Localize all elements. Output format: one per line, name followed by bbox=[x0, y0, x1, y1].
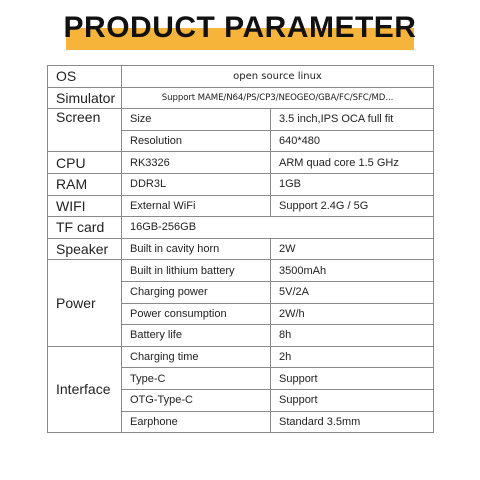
value-cpu: ARM quad core 1.5 GHz bbox=[271, 152, 434, 174]
category-ram: RAM bbox=[48, 173, 122, 195]
value-os: open source linux bbox=[122, 66, 434, 88]
value-charging-time: 2h bbox=[271, 346, 434, 368]
value-battery: 3500mAh bbox=[271, 260, 434, 282]
label-charging-time: Charging time bbox=[122, 346, 271, 368]
category-interface: Interface bbox=[48, 346, 122, 432]
value-charging-power: 5V/2A bbox=[271, 281, 434, 303]
value-type-c: Support bbox=[271, 368, 434, 390]
value-speaker: 2W bbox=[271, 238, 434, 260]
label-earphone: Earphone bbox=[122, 411, 271, 433]
category-screen: Screen bbox=[48, 109, 122, 152]
spec-table bbox=[47, 65, 434, 433]
category-tf-card: TF card bbox=[48, 217, 122, 239]
value-otg-type-c: Support bbox=[271, 389, 434, 411]
value-simulator: Support MAME/N64/PS/CP3/NEOGEO/GBA/FC/SFC/MD... bbox=[122, 87, 434, 109]
value-ram: 1GB bbox=[271, 173, 434, 195]
category-os: OS bbox=[48, 66, 122, 88]
row-screen-size bbox=[48, 109, 434, 131]
category-wifi: WIFI bbox=[48, 195, 122, 217]
value-battery-life: 8h bbox=[271, 325, 434, 347]
label-type-c: Type-C bbox=[122, 368, 271, 390]
label-otg-type-c: OTG-Type-C bbox=[122, 389, 271, 411]
label-battery-life: Battery life bbox=[122, 325, 271, 347]
label-charging-power: Charging power bbox=[122, 281, 271, 303]
category-speaker: Speaker bbox=[48, 238, 122, 260]
row-os bbox=[48, 66, 434, 88]
value-screen-size: 3.5 inch,IPS OCA full fit bbox=[271, 109, 434, 131]
value-resolution: 640*480 bbox=[271, 130, 434, 152]
page-title: PRODUCT PARAMETER bbox=[63, 11, 417, 44]
value-power-consumption: 2W/h bbox=[271, 303, 434, 325]
row-wifi bbox=[48, 195, 434, 217]
label-wifi: External WiFi bbox=[122, 195, 271, 217]
label-battery: Built in lithium battery bbox=[122, 260, 271, 282]
label-screen-size: Size bbox=[122, 109, 271, 131]
title-banner bbox=[0, 0, 480, 60]
value-tf-card: 16GB-256GB bbox=[122, 217, 434, 239]
label-speaker: Built in cavity horn bbox=[122, 238, 271, 260]
row-power-battery bbox=[48, 260, 434, 282]
row-speaker bbox=[48, 238, 434, 260]
category-simulator: Simulator bbox=[48, 87, 122, 109]
label-resolution: Resolution bbox=[122, 130, 271, 152]
row-ram bbox=[48, 173, 434, 195]
row-cpu bbox=[48, 152, 434, 174]
category-power: Power bbox=[48, 260, 122, 346]
category-cpu: CPU bbox=[48, 152, 122, 174]
row-simulator bbox=[48, 87, 434, 109]
label-power-consumption: Power consumption bbox=[122, 303, 271, 325]
row-charging-time bbox=[48, 346, 434, 368]
label-ram: DDR3L bbox=[122, 173, 271, 195]
value-wifi: Support 2.4G / 5G bbox=[271, 195, 434, 217]
label-cpu: RK3326 bbox=[122, 152, 271, 174]
value-earphone: Standard 3.5mm bbox=[271, 411, 434, 433]
row-tf-card bbox=[48, 217, 434, 239]
